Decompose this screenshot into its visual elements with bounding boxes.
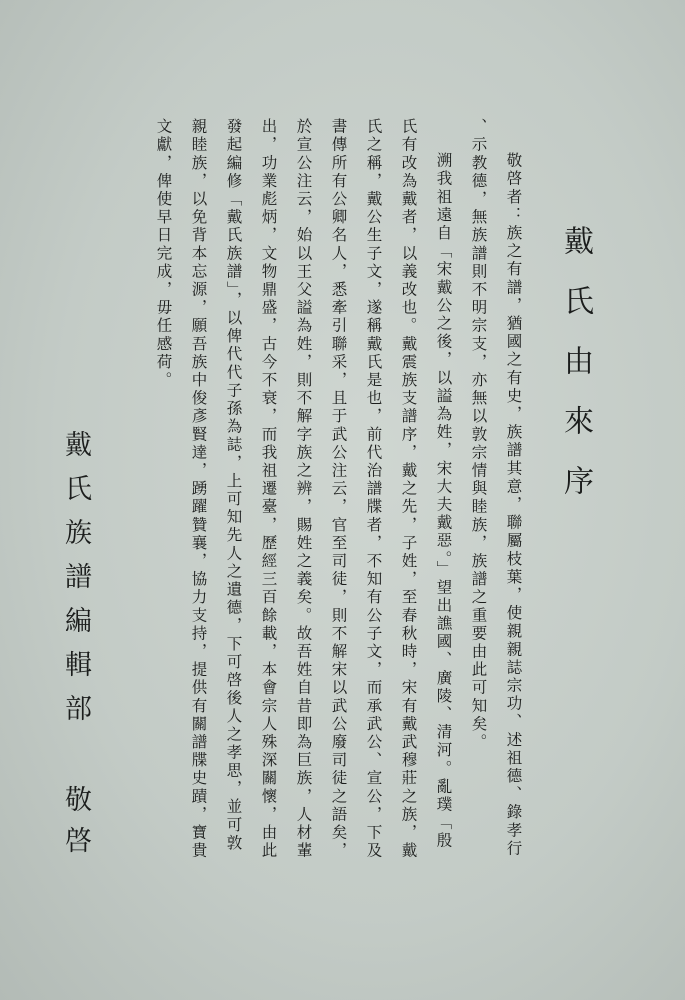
body-line-4: 氏有改為戴者，以義改也。戴震族支譜序，戴之先，子姓，至春秋時，宋有戴武穆莊之族，戴	[399, 118, 418, 861]
body-line-6: 書傳所有公卿名人，悉牽引聯采，且于武公注云，官至司徒，則不解宋以武公廢司徒之語矣，	[329, 118, 348, 861]
body-line-9: 發起編修「戴氏族譜」，以俾代代子孫為誌，上可知先人之遺德，下可啓後人之孝思，並可敦	[224, 118, 243, 853]
body-line-8: 出，功業彪炳，文物鼎盛，古今不衰，而我祖遷臺，歷經三百餘載，本會宗人殊深關懷，由此	[259, 118, 278, 861]
page-title: 戴氏由來序	[558, 225, 593, 525]
body-line-7: 於宣公注云，始以王父謚為姓，則不解字族之辨，賜姓之義矣。故吾姓自昔即為巨族，人材輩	[294, 118, 313, 861]
body-line-2: 、示教德，無族譜則不明宗支，亦無以敦宗情與睦族，族譜之重要由此可知矣。	[469, 118, 488, 752]
body-line-5: 氏之稱，戴公生子文，遂稱戴氏是也，前代治譜牒者，不知有公子文，而承武公、宣公，下及	[364, 118, 383, 861]
body-line-11: 文獻，俾使早日完成，毋任感荷。	[154, 118, 173, 390]
signature-closing: 敬啓	[60, 785, 91, 867]
signature-organization: 戴氏族譜編輯部	[60, 430, 91, 738]
body-line-1: 敬啓者：族之有譜，猶國之有史，族譜其意，聯屬枝葉，使親親誌宗功、述祖德、錄孝行	[504, 152, 523, 858]
body-line-10: 親睦族，以免背本忘源，願吾族中俊彥賢達，踴躍贊襄，協力支持，提供有關譜牒史蹟，寶貴	[189, 118, 208, 861]
body-line-3: 溯我祖遠自「宋戴公之後，以謚為姓，宋大夫戴惡。」望出譙國、廣陵、清河。亂璞「殷	[434, 152, 453, 851]
